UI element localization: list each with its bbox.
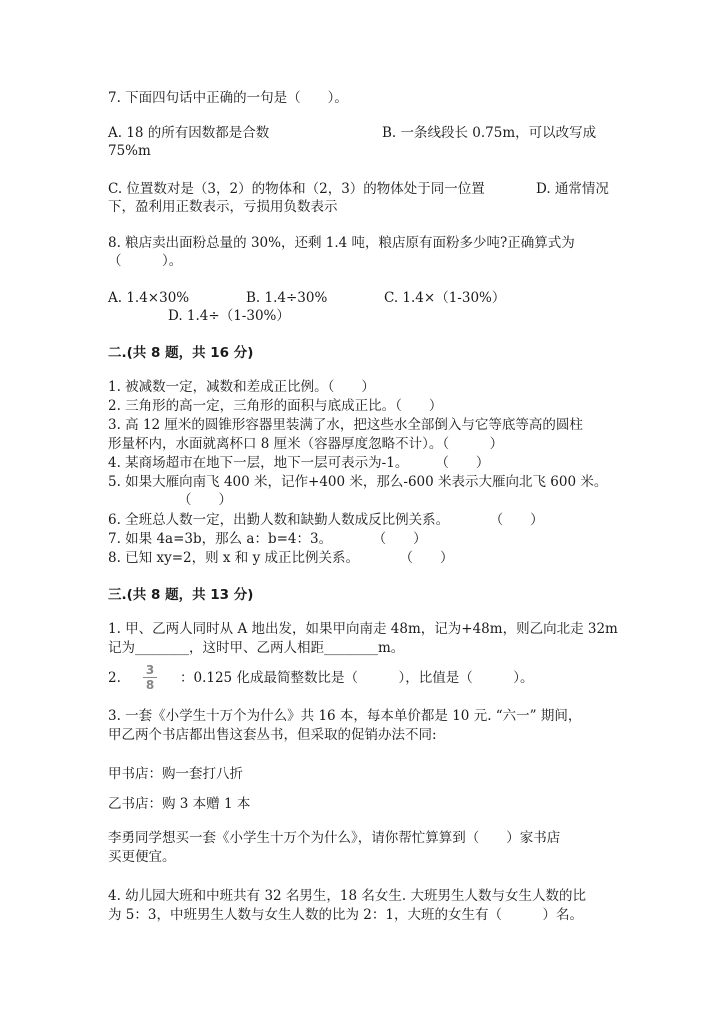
section2-item: 5. 如果大雁向南飞 400 米，记作+400 米，那么-600 米表示大雁向北飞 600 米。	[108, 474, 608, 490]
section2-item: 7. 如果 4a=3b，那么 a：b=4：3。 （ ）	[108, 531, 427, 547]
fraction-denominator: 8	[145, 678, 155, 692]
q8-option-a: A. 1.4×30%	[108, 290, 190, 306]
section2-item: （ ）	[178, 492, 232, 508]
s3-q4-line2: 为 5：3，中班男生人数与女生人数的比为 2：1，大班的女生有（ ）名。	[108, 907, 583, 923]
s3-q2-number: 2.	[108, 670, 121, 686]
s3-q1-line2: 记为________，这时甲、乙两人相距________m。	[108, 640, 405, 656]
q8-option-b: B. 1.4÷30%	[246, 290, 328, 306]
q7-option-d: D. 通常情况	[536, 181, 609, 197]
section2-item: 3. 高 12 厘米的圆锥形容器里装满了水，把这些水全部倒入与它等底等高的圆柱	[108, 417, 583, 433]
section3-heading: 三.(共 8 题，共 13 分)	[108, 587, 254, 603]
s3-q3-line1: 3. 一套《小学生十万个为什么》共 16 本，每本单价都是 10 元. “六一” 期间，	[108, 708, 582, 724]
section2-item: 2. 三角形的高一定，三角形的面积与底成正比。（ ）	[108, 398, 443, 414]
s3-q1-line1: 1. 甲、乙两人同时从 A 地出发，如果甲向南走 48m，记为+48m，则乙向北走 32m	[108, 621, 618, 637]
s3-q3-ask1: 李勇同学想买一套《小学生十万个为什么》，请你帮忙算算到（ ）家书店	[108, 830, 561, 846]
section2-item: 形量杯内，水面就离杯口 8 厘米（容器厚度忽略不计）。（ ）	[108, 436, 504, 452]
s3-q3-ask2: 买更便宜。	[108, 849, 176, 865]
section2-heading: 二.(共 8 题，共 16 分)	[108, 345, 254, 361]
q8-stem-cont: （ ）。	[108, 253, 183, 269]
s3-q3-store-b: 乙书店：购 3 本赠 1 本	[108, 796, 251, 812]
q7-stem: 7. 下面四句话中正确的一句是（ ）。	[108, 90, 348, 106]
q8-stem: 8. 粮店卖出面粉总量的 30%，还剩 1.4 吨，粮店原有面粉多少吨?正确算式为	[108, 235, 575, 251]
s3-q4-line1: 4. 幼儿园大班和中班共有 32 名男生，18 名女生. 大班男生人数与女生人数的比	[108, 888, 586, 904]
q7-option-a: A. 18 的所有因数都是合数	[108, 125, 270, 141]
section2-item: 8. 已知 xy=2，则 x 和 y 成正比例关系。 （ ）	[108, 550, 454, 566]
s3-q2-text: ：0.125 化成最简整数比是（ ），比值是（ ）。	[180, 670, 534, 686]
q7-option-b: B. 一条线段长 0.75m，可以改写成	[382, 125, 597, 141]
q7-option-d-cont: 下，盈利用正数表示，亏损用负数表示	[108, 199, 338, 215]
fraction-three-eighths	[143, 664, 157, 691]
fraction-numerator: 3	[145, 663, 155, 677]
section2-item: 4. 某商场超市在地下一层，地下一层可表示为-1。 （ ）	[108, 455, 490, 471]
s3-q3-line2: 甲乙两个书店都出售这套丛书，但采取的促销办法不同:	[108, 727, 437, 743]
q8-option-c: C. 1.4×（1-30%）	[384, 290, 506, 306]
section2-item: 6. 全班总人数一定，出勤人数和缺勤人数成反比例关系。 （ ）	[108, 512, 544, 528]
s3-q3-store-a: 甲书店：购一套打八折	[108, 766, 243, 782]
q7-option-b-cont: 75%m	[108, 143, 151, 159]
q8-option-d: D. 1.4÷（1-30%）	[168, 308, 290, 324]
section2-item: 1. 被减数一定，减数和差成正比例。（ ）	[108, 379, 375, 395]
q7-option-c: C. 位置数对是（3，2）的物体和（2，3）的物体处于同一位置	[108, 181, 485, 197]
